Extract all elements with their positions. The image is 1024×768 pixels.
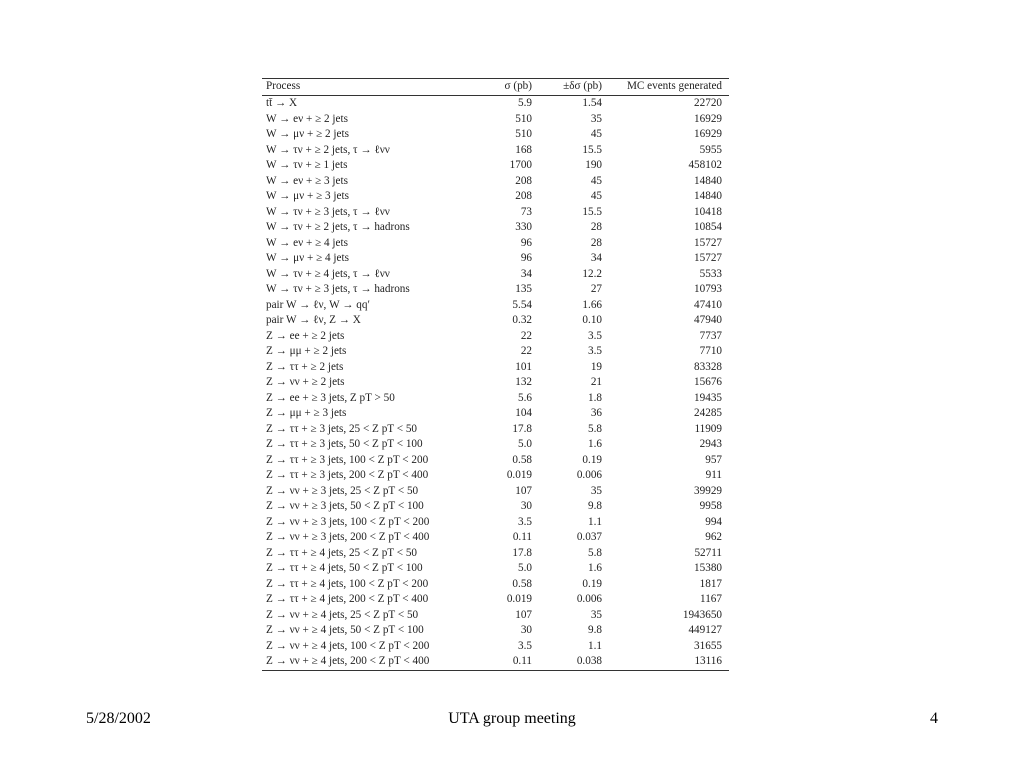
cell-sigma: 34 [520, 267, 532, 280]
cell-delta-sigma: 1.1 [588, 515, 602, 528]
cell-mc-events: 14840 [694, 190, 722, 202]
cell-mc-events: 24285 [694, 407, 722, 419]
cell-sigma: 30 [520, 500, 532, 512]
cell-mc-events: 10793 [694, 283, 722, 295]
cell-delta-sigma: 0.006 [576, 593, 602, 605]
cell-process: W → τν + ≥ 3 jets, τ → ℓνν [266, 205, 390, 218]
cell-process: W → μν + ≥ 2 jets [266, 128, 349, 140]
table-row [262, 298, 729, 314]
cell-sigma: 135 [515, 283, 532, 295]
table-header-row [262, 79, 729, 96]
cell-process: Z → νν + ≥ 4 jets, 50 < Z pT < 100 [266, 624, 424, 636]
cell-mc-events: 47940 [694, 314, 722, 326]
cell-sigma: 17.8 [512, 546, 532, 559]
table-row [262, 344, 729, 360]
table-row [262, 282, 729, 298]
table-row [262, 127, 729, 143]
cell-delta-sigma: 28 [590, 236, 602, 249]
cell-delta-sigma: 45 [590, 128, 602, 140]
table-row [262, 546, 729, 562]
table-row [262, 220, 729, 236]
cell-mc-events: 16929 [694, 112, 722, 125]
cell-sigma: 510 [515, 112, 532, 125]
cell-process: Z → ττ + ≥ 3 jets, 25 < Z pT < 50 [266, 422, 418, 435]
cell-process: Z → νν + ≥ 3 jets, 50 < Z pT < 100 [266, 500, 424, 512]
cell-sigma: 101 [515, 360, 532, 373]
cell-process: Z → νν + ≥ 4 jets, 25 < Z pT < 50 [266, 608, 419, 621]
cell-delta-sigma: 28 [590, 221, 602, 233]
cell-delta-sigma: 190 [585, 159, 602, 171]
cell-mc-events: 47410 [694, 298, 722, 311]
cell-sigma: 96 [520, 252, 532, 264]
table-row [262, 158, 729, 174]
table-row [262, 174, 729, 190]
cell-delta-sigma: 27 [590, 283, 602, 295]
cell-sigma: 330 [515, 221, 532, 233]
cell-mc-events: 7710 [699, 345, 722, 357]
table-row [262, 375, 729, 391]
table-row [262, 313, 729, 329]
table-row [262, 96, 729, 112]
table-body [262, 96, 729, 671]
table-row [262, 623, 729, 639]
cell-delta-sigma: 12.2 [582, 267, 602, 280]
cell-sigma: 17.8 [512, 422, 532, 435]
cell-mc-events: 15380 [694, 562, 722, 574]
cell-mc-events: 13116 [694, 655, 722, 667]
cell-delta-sigma: 0.19 [582, 577, 602, 590]
cell-process: W → eν + ≥ 3 jets [266, 174, 348, 187]
table-row [262, 391, 729, 407]
cell-mc-events: 15727 [694, 236, 722, 249]
cell-mc-events: 15727 [694, 252, 722, 264]
table-row [262, 484, 729, 500]
cell-mc-events: 31655 [694, 639, 722, 652]
cell-delta-sigma: 3.5 [588, 345, 602, 357]
cell-delta-sigma: 1.6 [588, 562, 602, 574]
cell-process: Z → ττ + ≥ 4 jets, 25 < Z pT < 50 [266, 546, 418, 559]
cell-process: Z → ee + ≥ 3 jets, Z pT > 50 [266, 391, 395, 404]
cell-delta-sigma: 0.038 [576, 655, 602, 667]
cell-process: pair W → ℓν, W → qq′ [266, 298, 370, 311]
table-row [262, 267, 729, 283]
table-row [262, 329, 729, 345]
cell-mc-events: 962 [705, 531, 722, 543]
cell-sigma: 5.54 [512, 298, 532, 311]
cell-sigma: 168 [515, 143, 532, 156]
table-row [262, 453, 729, 469]
table-row [262, 236, 729, 252]
cell-process: Z → νν + ≥ 3 jets, 200 < Z pT < 400 [266, 531, 430, 543]
cell-process: Z → νν + ≥ 3 jets, 100 < Z pT < 200 [266, 515, 430, 528]
cell-delta-sigma: 21 [590, 376, 602, 388]
header-mc-events: MC events generated [626, 80, 722, 93]
cell-mc-events: 52711 [694, 546, 722, 559]
cell-mc-events: 994 [705, 515, 722, 528]
cell-sigma: 0.019 [506, 593, 532, 605]
table-row [262, 608, 729, 624]
cell-delta-sigma: 45 [590, 174, 602, 187]
footer-date: 5/28/2002 [86, 710, 151, 727]
cell-delta-sigma: 35 [590, 484, 602, 497]
cell-process: W → τν + ≥ 4 jets, τ → ℓνν [266, 267, 390, 280]
cell-process: pair W → ℓν, Z → X [266, 314, 361, 326]
cell-mc-events: 15676 [694, 376, 722, 388]
cell-mc-events: 39929 [694, 484, 722, 497]
table-row [262, 530, 729, 546]
cell-sigma: 208 [515, 174, 532, 187]
cell-delta-sigma: 1.8 [588, 391, 602, 404]
cell-process: W → μν + ≥ 3 jets [266, 190, 349, 202]
cell-sigma: 3.5 [518, 515, 532, 528]
header-sigma: σ (pb) [504, 80, 532, 93]
table-row [262, 654, 729, 670]
table-row [262, 205, 729, 221]
cell-process: Z → νν + ≥ 3 jets, 25 < Z pT < 50 [266, 484, 419, 497]
footer-page-number: 4 [930, 710, 938, 727]
cell-process: Z → ττ + ≥ 4 jets, 200 < Z pT < 400 [266, 593, 429, 605]
cell-delta-sigma: 9.8 [588, 500, 602, 512]
cell-delta-sigma: 35 [590, 608, 602, 621]
cell-sigma: 0.11 [512, 531, 532, 543]
cell-delta-sigma: 45 [590, 190, 602, 202]
table-row [262, 592, 729, 608]
cell-sigma: 0.58 [512, 577, 532, 590]
cell-sigma: 107 [515, 484, 532, 497]
cell-mc-events: 5533 [699, 267, 722, 280]
cell-mc-events: 10418 [694, 205, 722, 218]
cell-delta-sigma: 0.037 [576, 531, 602, 543]
cell-delta-sigma: 15.5 [582, 205, 602, 218]
cell-delta-sigma: 19 [590, 360, 602, 373]
cell-sigma: 22 [520, 329, 532, 342]
cell-delta-sigma: 1.1 [588, 639, 602, 652]
cell-delta-sigma: 1.54 [582, 97, 602, 109]
header-delta-sigma: ±δσ (pb) [563, 80, 602, 93]
cell-mc-events: 19435 [694, 391, 722, 404]
cell-process: Z → ττ + ≥ 3 jets, 100 < Z pT < 200 [266, 453, 429, 466]
footer-title: UTA group meeting [448, 710, 576, 727]
cell-sigma: 0.58 [512, 453, 532, 466]
cell-mc-events: 1167 [700, 593, 722, 605]
cell-process: Z → μμ + ≥ 3 jets [266, 407, 347, 419]
cell-process: Z → ττ + ≥ 2 jets [266, 360, 344, 373]
cell-mc-events: 1817 [699, 577, 722, 590]
cell-delta-sigma: 36 [590, 407, 602, 419]
cell-delta-sigma: 0.19 [582, 453, 602, 466]
cell-mc-events: 7737 [699, 329, 722, 342]
cell-sigma: 96 [520, 236, 532, 249]
table-row [262, 422, 729, 438]
cell-process: Z → μμ + ≥ 2 jets [266, 345, 347, 357]
cell-delta-sigma: 0.10 [582, 314, 602, 326]
cell-delta-sigma: 5.8 [588, 422, 602, 435]
table-row [262, 437, 729, 453]
cell-sigma: 107 [515, 608, 532, 621]
cell-sigma: 5.6 [518, 391, 532, 404]
cell-sigma: 5.9 [518, 97, 532, 109]
cell-sigma: 73 [520, 205, 532, 218]
process-table [262, 78, 729, 671]
cell-mc-events: 9958 [699, 500, 722, 512]
table-row [262, 189, 729, 205]
cell-process: W → eν + ≥ 2 jets [266, 112, 348, 125]
table-row [262, 251, 729, 267]
table-row [262, 406, 729, 422]
cell-process: tt̄ → X [266, 97, 298, 109]
cell-process: Z → νν + ≥ 4 jets, 100 < Z pT < 200 [266, 639, 430, 652]
table-row [262, 360, 729, 376]
cell-sigma: 30 [520, 624, 532, 636]
cell-sigma: 510 [515, 128, 532, 140]
table-row [262, 499, 729, 515]
cell-process: Z → νν + ≥ 4 jets, 200 < Z pT < 400 [266, 655, 430, 667]
cell-sigma: 132 [515, 376, 532, 388]
cell-mc-events: 83328 [694, 360, 722, 373]
cell-sigma: 104 [515, 407, 532, 419]
cell-mc-events: 14840 [694, 174, 722, 187]
cell-delta-sigma: 35 [590, 112, 602, 125]
cell-sigma: 3.5 [518, 639, 532, 652]
cell-delta-sigma: 15.5 [582, 143, 602, 156]
table-row [262, 468, 729, 484]
table-row [262, 515, 729, 531]
cell-delta-sigma: 5.8 [588, 546, 602, 559]
cell-process: W → τν + ≥ 2 jets, τ → ℓνν [266, 143, 390, 156]
cell-sigma: 208 [515, 190, 532, 202]
cell-delta-sigma: 3.5 [588, 329, 602, 342]
cell-process: W → τν + ≥ 1 jets [266, 159, 348, 171]
cell-sigma: 0.019 [506, 469, 532, 481]
cell-sigma: 22 [520, 345, 532, 357]
header-process: Process [266, 80, 301, 93]
cell-mc-events: 5955 [699, 143, 722, 156]
cell-process: Z → νν + ≥ 2 jets [266, 376, 345, 388]
cell-process: Z → ee + ≥ 2 jets [266, 329, 345, 342]
cell-sigma: 5.0 [518, 562, 532, 574]
cell-process: Z → ττ + ≥ 3 jets, 50 < Z pT < 100 [266, 438, 423, 450]
table-row [262, 112, 729, 128]
table-row [262, 577, 729, 593]
cell-mc-events: 458102 [688, 159, 722, 171]
cell-mc-events: 11909 [694, 422, 722, 435]
cell-mc-events: 16929 [694, 128, 722, 140]
cell-mc-events: 2943 [699, 438, 722, 450]
table-row [262, 143, 729, 159]
cell-process: Z → ττ + ≥ 4 jets, 50 < Z pT < 100 [266, 562, 423, 574]
cell-process: Z → ττ + ≥ 4 jets, 100 < Z pT < 200 [266, 577, 429, 590]
cell-mc-events: 10854 [694, 221, 722, 233]
cell-sigma: 0.32 [512, 314, 532, 326]
cell-mc-events: 911 [705, 469, 722, 481]
cell-mc-events: 1943650 [682, 608, 722, 621]
cell-delta-sigma: 1.6 [588, 438, 602, 450]
cell-process: Z → ττ + ≥ 3 jets, 200 < Z pT < 400 [266, 469, 429, 481]
cell-sigma: 5.0 [518, 438, 532, 450]
cell-process: W → μν + ≥ 4 jets [266, 252, 349, 264]
cell-delta-sigma: 0.006 [576, 469, 602, 481]
table-row [262, 561, 729, 577]
cell-mc-events: 449127 [688, 624, 722, 636]
cell-delta-sigma: 34 [590, 252, 602, 264]
cell-mc-events: 22720 [694, 97, 722, 109]
cell-mc-events: 957 [705, 453, 722, 466]
cell-delta-sigma: 9.8 [588, 624, 602, 636]
cell-process: W → eν + ≥ 4 jets [266, 236, 348, 249]
cell-sigma: 0.11 [512, 655, 532, 667]
cell-process: W → τν + ≥ 2 jets, τ → hadrons [266, 221, 410, 233]
table-row [262, 639, 729, 655]
cell-delta-sigma: 1.66 [582, 298, 602, 311]
cell-process: W → τν + ≥ 3 jets, τ → hadrons [266, 283, 410, 295]
cell-sigma: 1700 [509, 159, 532, 171]
